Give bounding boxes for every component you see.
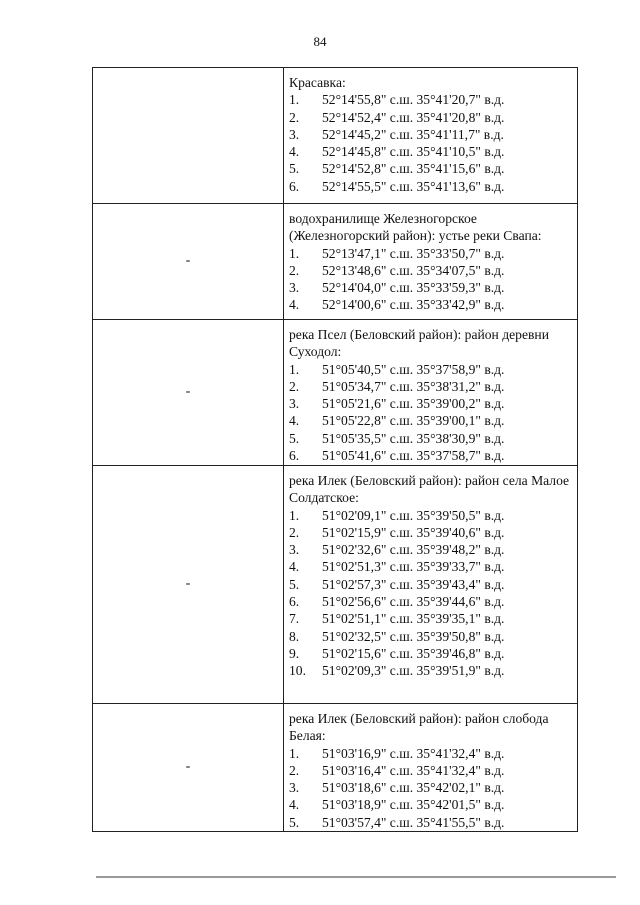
coordinate-list (289, 91, 573, 195)
point-number: 4. (289, 559, 300, 575)
point-coordinates: 52°14'45,8" с.ш. 35°41'10,5" в.д. (322, 144, 505, 160)
point-number: 2. (289, 762, 300, 778)
point-number: 9. (289, 645, 300, 661)
point-coordinates: 52°14'04,0" с.ш. 35°33'59,3" в.д. (322, 280, 505, 296)
coordinate-point (289, 279, 573, 296)
point-number: 4. (289, 413, 300, 429)
point-coordinates: 51°03'18,6" с.ш. 35°42'02,1" в.д. (322, 780, 505, 796)
coordinate-point (289, 645, 573, 662)
point-number: 2. (289, 109, 300, 125)
point-coordinates: 52°13'48,6" с.ш. 35°34'07,5" в.д. (322, 262, 505, 278)
coordinate-point (289, 126, 573, 143)
point-coordinates: 52°13'47,1" с.ш. 35°33'50,7" в.д. (322, 245, 505, 261)
row-dash-cell: - (93, 704, 284, 831)
point-coordinates: 51°02'15,6" с.ш. 35°39'46,8" в.д. (322, 645, 505, 661)
location-description: Красавка: (289, 75, 346, 90)
point-number: 3. (289, 396, 300, 412)
location-description: река Псел (Беловский район): район деревни Суходол: (289, 326, 549, 360)
coordinate-point (289, 541, 573, 558)
coordinate-point (289, 412, 573, 429)
coordinate-point (289, 762, 573, 779)
coordinate-point (289, 378, 573, 395)
point-coordinates: 51°02'32,5" с.ш. 35°39'50,8" в.д. (322, 628, 505, 644)
coordinate-point (289, 430, 573, 447)
location-description: река Илек (Беловский район): район села Малое Солдатское: (289, 472, 570, 506)
point-coordinates: 51°03'57,4" с.ш. 35°41'55,5" в.д. (322, 814, 505, 830)
coordinate-list (289, 745, 573, 831)
coordinate-point (289, 745, 573, 762)
coordinate-point (289, 245, 573, 262)
point-number: 4. (289, 297, 300, 313)
coordinate-point (289, 143, 573, 160)
point-number: 3. (289, 780, 300, 796)
point-coordinates: 51°05'41,6" с.ш. 35°37'58,7" в.д. (322, 448, 505, 464)
row-content-cell (284, 466, 577, 703)
page-number: 84 (313, 34, 327, 49)
point-number: 1. (289, 361, 300, 377)
table-row (93, 465, 577, 703)
coordinate-point (289, 576, 573, 593)
point-number: 3. (289, 280, 300, 296)
point-coordinates: 52°14'52,4" с.ш. 35°41'20,8" в.д. (322, 109, 505, 125)
point-number: 3. (289, 542, 300, 558)
point-coordinates: 51°02'51,3" с.ш. 35°39'33,7" в.д. (322, 559, 505, 575)
point-coordinates: 52°14'45,2" с.ш. 35°41'11,7" в.д. (322, 126, 504, 142)
coordinate-point (289, 262, 573, 279)
point-number: 5. (289, 430, 300, 446)
coordinate-point (289, 814, 573, 831)
point-coordinates: 51°02'51,1" с.ш. 35°39'35,1" в.д. (322, 611, 505, 627)
point-coordinates: 51°05'35,5" с.ш. 35°38'30,9" в.д. (322, 430, 505, 446)
row-dash-cell: - (93, 204, 284, 319)
point-number: 4. (289, 797, 300, 813)
point-number: 5. (289, 814, 300, 830)
coordinate-point (289, 160, 573, 177)
point-number: 10. (289, 663, 306, 679)
point-number: 1. (289, 745, 300, 761)
point-coordinates: 52°14'55,5" с.ш. 35°41'13,6" в.д. (322, 178, 505, 194)
coordinate-point (289, 524, 573, 541)
row-content-cell (284, 704, 577, 831)
point-number: 2. (289, 262, 300, 278)
row-content-cell (284, 68, 577, 203)
point-coordinates: 52°14'00,6" с.ш. 35°33'42,9" в.д. (322, 297, 505, 313)
point-number: 3. (289, 126, 300, 142)
row-dash-cell: - (93, 320, 284, 465)
row-dash-cell: - (93, 466, 284, 703)
coordinate-point (289, 779, 573, 796)
coordinates-table (92, 67, 578, 832)
point-number: 6. (289, 594, 300, 610)
coordinate-point (289, 610, 573, 627)
coordinate-point (289, 91, 573, 108)
point-coordinates: 51°02'15,9" с.ш. 35°39'40,6" в.д. (322, 524, 505, 540)
point-coordinates: 51°03'16,9" с.ш. 35°41'32,4" в.д. (322, 745, 505, 761)
point-coordinates: 52°14'55,8" с.ш. 35°41'20,7" в.д. (322, 92, 505, 108)
coordinate-point (289, 628, 573, 645)
table-row (93, 703, 577, 831)
point-coordinates: 51°05'40,5" с.ш. 35°37'58,9" в.д. (322, 361, 505, 377)
table-row (93, 319, 577, 465)
location-description: водохранилище Железногорское (Железногорский район): устье реки Свапа: (289, 210, 542, 244)
coordinate-point (289, 395, 573, 412)
point-number: 8. (289, 628, 300, 644)
point-number: 5. (289, 161, 300, 177)
point-coordinates: 51°03'18,9" с.ш. 35°42'01,5" в.д. (322, 797, 505, 813)
row-dash-cell (93, 68, 284, 203)
coordinate-point (289, 361, 573, 378)
row-content-cell (284, 204, 577, 319)
point-number: 6. (289, 448, 300, 464)
scan-artifact-line (96, 876, 616, 878)
coordinate-point (289, 178, 573, 195)
point-number: 1. (289, 245, 300, 261)
point-coordinates: 51°02'09,1" с.ш. 35°39'50,5" в.д. (322, 507, 505, 523)
coordinate-point (289, 296, 573, 313)
point-coordinates: 51°03'16,4" с.ш. 35°41'32,4" в.д. (322, 762, 505, 778)
point-number: 4. (289, 144, 300, 160)
point-coordinates: 51°02'56,6" с.ш. 35°39'44,6" в.д. (322, 594, 505, 610)
point-number: 1. (289, 507, 300, 523)
coordinate-point (289, 662, 573, 679)
coordinate-list (289, 507, 573, 680)
row-content-cell (284, 320, 577, 465)
table-row (93, 203, 577, 319)
point-number: 7. (289, 611, 300, 627)
table-row (93, 68, 577, 203)
point-coordinates: 51°02'57,3" с.ш. 35°39'43,4" в.д. (322, 576, 505, 592)
coordinate-point (289, 593, 573, 610)
point-coordinates: 51°05'22,8" с.ш. 35°39'00,1" в.д. (322, 413, 505, 429)
coordinate-point (289, 109, 573, 126)
point-number: 1. (289, 92, 300, 108)
point-number: 2. (289, 378, 300, 394)
point-coordinates: 51°05'34,7" с.ш. 35°38'31,2" в.д. (322, 378, 505, 394)
point-coordinates: 52°14'52,8" с.ш. 35°41'15,6" в.д. (322, 161, 505, 177)
coordinate-point (289, 796, 573, 813)
point-coordinates: 51°02'09,3" с.ш. 35°39'51,9" в.д. (322, 663, 505, 679)
coordinate-point (289, 558, 573, 575)
point-coordinates: 51°02'32,6" с.ш. 35°39'48,2" в.д. (322, 542, 505, 558)
point-number: 2. (289, 524, 300, 540)
point-number: 6. (289, 178, 300, 194)
coordinate-list (289, 245, 573, 314)
point-coordinates: 51°05'21,6" с.ш. 35°39'00,2" в.д. (322, 396, 505, 412)
coordinate-point (289, 447, 573, 464)
location-description: река Илек (Беловский район): район слобода Белая: (289, 710, 549, 744)
coordinate-list (289, 361, 573, 465)
coordinate-point (289, 507, 573, 524)
point-number: 5. (289, 576, 300, 592)
